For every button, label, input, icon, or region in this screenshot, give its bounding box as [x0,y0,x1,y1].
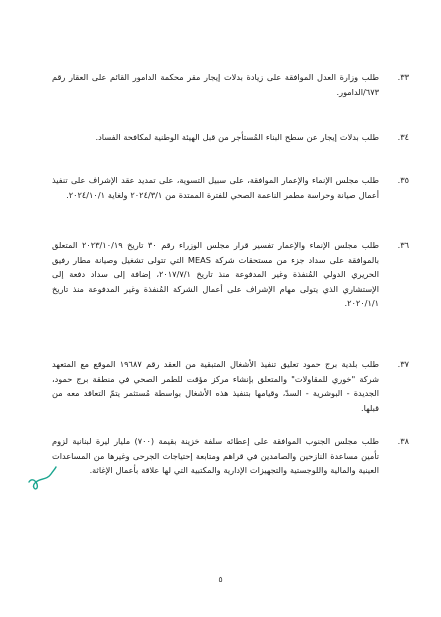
agenda-item-34 [52,130,409,145]
agenda-item-33 [52,70,409,99]
item-text: طلب مجلس الجنوب الموافقة على إعطائه سلفة خزينة بقيمة (٧٠٠) مليار ليرة لبنانية لزوم تأمين مساعدة النازحين والصامدين في قراهم ومتابعة إحتياجات الجرحى وغيرها من المساعدات العينية والمالية واللوجستية والتجهيزات الإدارية والمكتبية التي لها علاقة بأعمال الإغاثة. [52,436,379,475]
item-number: ٣٨. [397,436,409,446]
agenda-item-37 [52,357,409,415]
item-text: طلب بدلات إيجار عن سطح البناء المُستأجر من قبل الهيئة الوطنية لمكافحة الفساد. [95,132,379,142]
agenda-item-38 [52,434,409,478]
item-number: ٣٦. [397,240,409,250]
agenda-item-35 [52,173,409,202]
page-number: ٥ [218,575,223,584]
item-text: طلب مجلس الإنماء والإعمار الموافقة، على سبيل التسوية، على تمديد عقد الإشراف على تنفيذ أعمال صيانة وحراسة مطمر الناعمة الصحي للفترة الممتدة من ٢٠٢٤/٣/١ ولغاية ٢٠٢٤/١٠/١. [52,175,379,200]
item-text: طلب وزارة العدل الموافقة على زيادة بدلات إيجار مقر محكمة الدامور القائم على العقار رقم ٦٧٣/الدامور. [52,72,379,97]
handwritten-signature [25,462,59,492]
item-text: طلب بلدية برج حمود تعليق تنفيذ الأشغال المتبقية من العقد رقم ١٩٦٨٧ الموقع مع المتعهد شركة "خوري للمقاولات" والمتعلق بإنشاء مركز مؤقت للطمر الصحي في منطقة برج حمود، الجديدة - البوشرية - السدّ، وقيامها بتنفيذ هذه الأشغال بواسطة مُستثمر يتمّ التعاقد معه من قبلها. [52,359,380,413]
agenda-item-36 [52,238,409,311]
item-number: ٣٥. [397,175,409,185]
item-number: ٣٤. [397,132,409,142]
item-number: ٣٧. [397,359,409,369]
item-number: ٣٣. [397,72,409,82]
item-text: طلب مجلس الإنماء والإعمار تفسير قرار مجلس الوزراء رقم ٣٠ تاريخ ٢٠٢٣/١٠/١٩ المتعلق بالموافقة على سداد جزء من مستحقات شركة MEAS التي تتولى تشغيل وصيانة مطار رفيق الحريري الدولي المُنفذة وغير المدفوعة منذ تاريخ ٢٠١٧/٧/١، إضافة إلى سداد دفعة إلى الإستشاري الذي يتولى مهام الإشراف على أعمال الشركة المُنفذة وغير المدفوعة منذ تاريخ ٢٠٢٠/١/١. [52,240,379,308]
